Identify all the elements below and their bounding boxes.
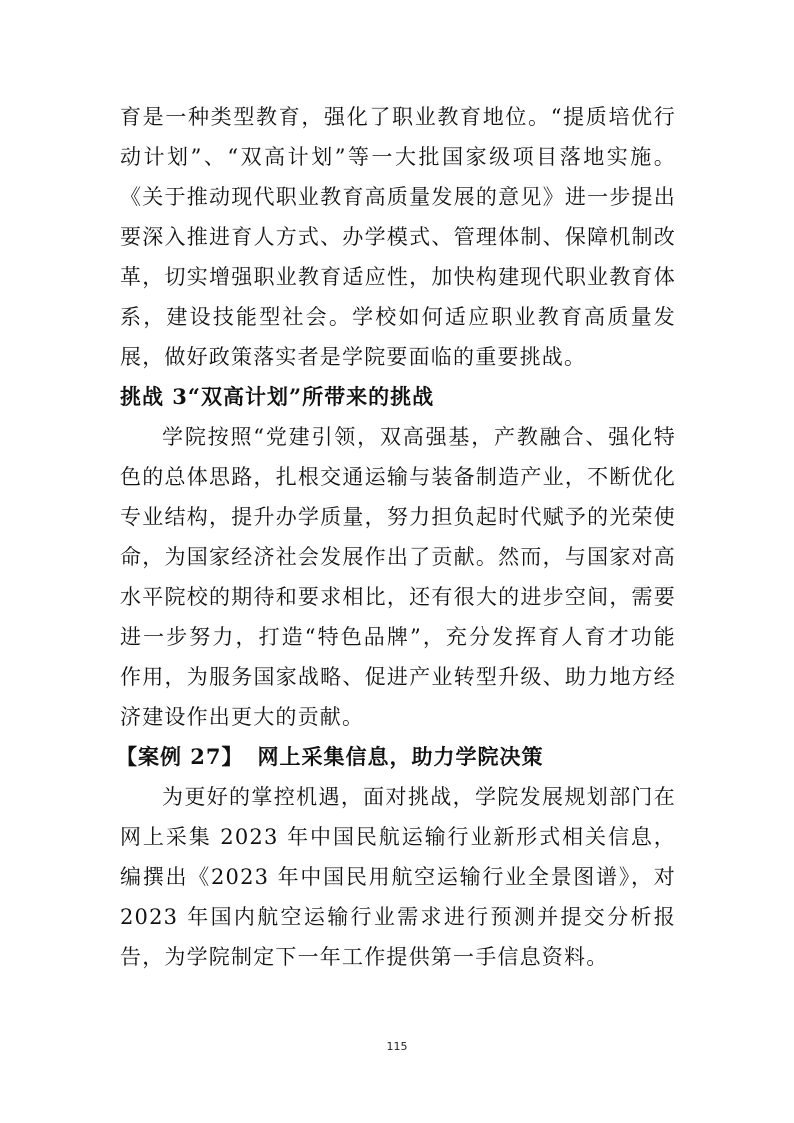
paragraph-double-high-plan: 学院按照“党建引领，双高强基，产教融合、强化特色的总体思路，扎根交通运输与装备制造产业，不断优化专业结构，提升办学质量，努力担负起时代赋予的光荣使命，为国家经济社会发展作出了贡献。然而，与国家对高水平院校的期待和要求相比，还有很大的进步空间，需要进一步努力，打造“特色品牌”，充分发挥育人育才功能作用，为服务国家战略、促进产业转型升级、助力地方经济建设作出更大的贡献。 (120, 425, 676, 729)
paragraph-vocational-policy: 育是一种类型教育，强化了职业教育地位。“提质培优行动计划”、“双高计划”等一大批国家级项目落地实施。《关于推动现代职业教育高质量发展的意见》进一步提出要深入推进育人方式、办学模式、管理体制、保障机制改革，切实增强职业教育适应性，加快构建现代职业教育体系，建设技能型社会。学校如何适应职业教育高质量发展，做好政策落实者是学院要面临的重要挑战。 (120, 105, 676, 369)
page-number: 115 (386, 1040, 408, 1053)
case-heading (116, 737, 676, 777)
case-title: 网上采集信息，助力学院决策 (257, 744, 544, 769)
paragraph-case-27: 为更好的掌控机遇，面对挑战，学院发展规划部门在网上采集 2023 年中国民航运输行业新形式相关信息，编撰出《2023 年中国民用航空运输行业全景图谱》，对 2023 年国内航空运输行业需求进行预测并提交分析报告，为学院制定下一年工作提供第一手信息资料。 (120, 785, 676, 969)
document-body (116, 97, 676, 977)
case-label: 【案例 27】 (116, 744, 244, 769)
section-heading-challenge-3: 挑战 3“双高计划”所带来的挑战 (120, 384, 435, 409)
